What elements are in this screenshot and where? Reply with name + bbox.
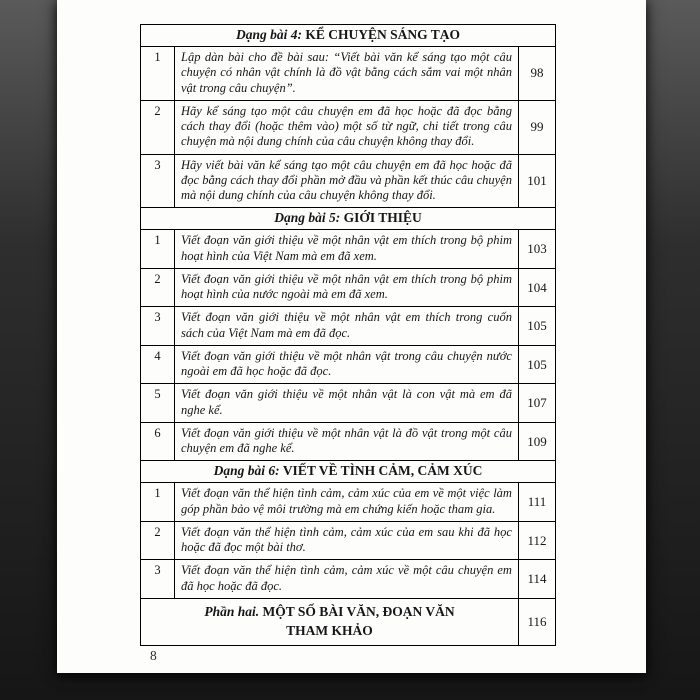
entry-page-number: 105 [518, 307, 555, 346]
section-header-row [141, 461, 556, 483]
section-header-prefix: Dạng bài 4: [235, 27, 302, 42]
reference-section-row [141, 598, 556, 645]
reference-title-line1: MỘT SỐ BÀI VĂN, ĐOẠN VĂN [262, 603, 455, 619]
entry-number: 3 [141, 560, 175, 599]
entry-text: Viết đoạn văn thể hiện tình cảm, cảm xúc của em sau khi đã học hoặc đã đọc một bài thơ. [175, 521, 519, 560]
entry-text: Viết đoạn văn giới thiệu về một nhân vật là con vật mà em đã nghe kể. [175, 384, 519, 423]
entry-page-number: 109 [518, 422, 555, 461]
toc-entry-row [141, 230, 556, 269]
reference-page-number: 116 [518, 598, 555, 645]
entry-number: 4 [141, 345, 175, 384]
entry-page-number: 99 [518, 100, 555, 154]
toc-entry-row [141, 521, 556, 560]
entry-number: 2 [141, 521, 175, 560]
entry-number: 1 [141, 483, 175, 522]
entry-page-number: 103 [518, 230, 555, 269]
toc-entry-row [141, 307, 556, 346]
entry-number: 5 [141, 384, 175, 423]
section-header-row [141, 208, 556, 230]
entry-number: 3 [141, 307, 175, 346]
entry-text: Viết đoạn văn thể hiện tình cảm, cảm xúc về một câu chuyện em đã học hoặc đã đọc. [175, 560, 519, 599]
entry-text: Viết đoạn văn giới thiệu về một nhân vật là đồ vật trong một câu chuyện em đã nghe kể. [175, 422, 519, 461]
entry-number: 3 [141, 154, 175, 208]
toc-entry-row [141, 560, 556, 599]
toc-entry-row [141, 100, 556, 154]
entry-number: 6 [141, 422, 175, 461]
entry-text: Viết đoạn văn giới thiệu về một nhân vật em thích trong bộ phim hoạt hình của Việt Nam mà em đã xem. [175, 230, 519, 269]
toc-table [140, 24, 556, 646]
entry-page-number: 107 [518, 384, 555, 423]
entry-text: Hãy viết bài văn kể sáng tạo một câu chuyện em đã học hoặc đã đọc bằng cách thay đổi phần mở đầu và phần kết thúc câu chuyện mà nội dung chính của câu chuyện không thay đổi. [175, 154, 519, 208]
toc-entry-row [141, 422, 556, 461]
entry-page-number: 98 [518, 47, 555, 101]
section-header-title: GIỚI THIỆU [343, 210, 422, 226]
section-header-prefix: Dạng bài 5: [274, 210, 341, 226]
book-page [57, 0, 646, 673]
entry-text: Lập dàn bài cho đề bài sau: “Viết bài văn kể sáng tạo một câu chuyện có nhân vật chính là đồ vật bằng cách sắm vai một nhân vật trong câu chuyện”. [175, 47, 519, 101]
entry-number: 1 [141, 47, 175, 101]
entry-page-number: 114 [518, 560, 555, 599]
toc-entry-row [141, 268, 556, 307]
entry-number: 2 [141, 100, 175, 154]
toc-entry-row [141, 345, 556, 384]
section-header-prefix: Dạng bài 6: [213, 463, 280, 479]
entry-text: Viết đoạn văn thể hiện tình cảm, cảm xúc của em về một việc làm góp phần bảo vệ môi trường mà em chứng kiến hoặc tham gia. [175, 483, 519, 522]
page-footer-number: 8 [150, 648, 157, 663]
entry-page-number: 104 [518, 268, 555, 307]
toc-entry-row [141, 47, 556, 101]
section-header [141, 208, 556, 230]
entry-page-number: 111 [518, 483, 555, 522]
entry-text: Viết đoạn văn giới thiệu về một nhân vật trong câu chuyện nước ngoài em đã học hoặc đã đọc. [175, 345, 519, 384]
entry-text: Hãy kể sáng tạo một câu chuyện em đã học hoặc đã đọc bằng cách thay đổi (hoặc thêm vào) một số từ ngữ, chi tiết trong câu chuyện mà nội dung chính của câu chuyện không thay đổi. [175, 100, 519, 154]
section-header-row [141, 25, 556, 47]
section-header-title: KỂ CHUYỆN SÁNG TẠO [305, 27, 461, 42]
reference-prefix: Phần hai. [204, 603, 260, 619]
entry-page-number: 112 [518, 521, 555, 560]
reference-section-title [141, 598, 519, 645]
toc-entry-row [141, 154, 556, 208]
entry-number: 1 [141, 230, 175, 269]
toc-entry-row [141, 384, 556, 423]
section-header [141, 461, 556, 483]
entry-page-number: 101 [518, 154, 555, 208]
section-header [141, 25, 556, 47]
entry-text: Viết đoạn văn giới thiệu về một nhân vật em thích trong cuốn sách của Việt Nam mà em đã đọc. [175, 307, 519, 346]
section-header-title: VIẾT VỀ TÌNH CẢM, CẢM XÚC [282, 463, 483, 479]
entry-number: 2 [141, 268, 175, 307]
entry-page-number: 105 [518, 345, 555, 384]
reference-title-line2: THAM KHẢO [286, 622, 373, 638]
toc-entry-row [141, 483, 556, 522]
entry-text: Viết đoạn văn giới thiệu về một nhân vật em thích trong bộ phim hoạt hình của nước ngoài mà em đã xem. [175, 268, 519, 307]
